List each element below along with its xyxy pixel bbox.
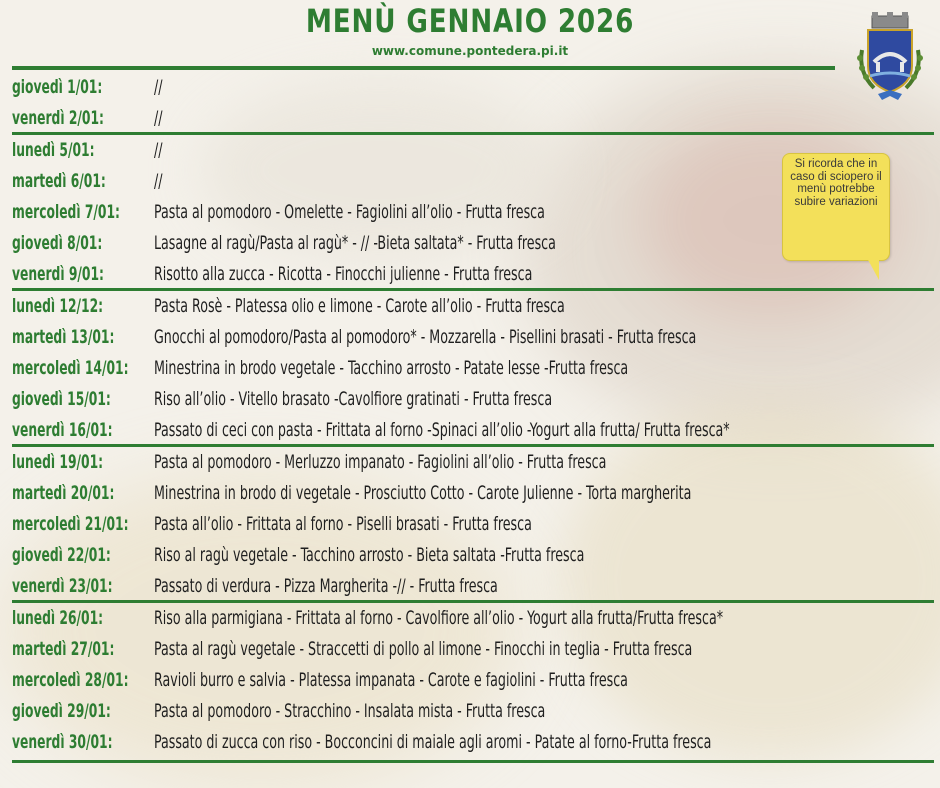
week-divider — [12, 444, 934, 447]
strike-notice-text: Si ricorda che in caso di sciopero il menù potrebbe subire variazioni — [790, 158, 882, 208]
menu-meal-text: Pasta all’olio - Frittata al forno - Piselli brasati - Frutta fresca — [154, 513, 532, 535]
menu-day-label: lunedì 26/01: — [12, 607, 104, 629]
menu-meal-text: Pasta Rosè - Platessa olio e limone - Carote all’olio - Frutta fresca — [154, 295, 565, 317]
menu-meal-text: Riso all’olio - Vitello brasato -Cavolfiore gratinati - Frutta fresca — [154, 388, 553, 410]
menu-day-label: giovedì 8/01: — [12, 232, 103, 254]
menu-day-label: giovedì 1/01: — [12, 76, 103, 98]
menu-meal-text: Pasta al pomodoro - Merluzzo impanato - Fagiolini all’olio - Frutta fresca — [154, 451, 607, 473]
menu-day-label: lunedì 19/01: — [12, 451, 104, 473]
menu-day-label: mercoledì 21/01: — [12, 513, 129, 535]
website-url: www.comune.pontedera.pi.it — [371, 44, 569, 58]
menu-day-label: mercoledì 14/01: — [12, 357, 129, 379]
menu-meal-text: Risotto alla zucca - Ricotta - Finocchi julienne - Frutta fresca — [154, 263, 533, 285]
menu-meal-text: Riso alla parmigiana - Frittata al forno - Cavolfiore all’olio - Yogurt alla frutta/Frutta fresca* — [154, 607, 724, 629]
menu-day-label: lunedì 5/01: — [12, 139, 95, 161]
week-divider — [12, 132, 934, 135]
title-divider — [12, 66, 835, 70]
menu-day-label: venerdì 9/01: — [12, 263, 104, 285]
menu-day-label: venerdì 30/01: — [12, 731, 113, 753]
week-divider — [12, 288, 934, 291]
week-divider — [12, 760, 934, 763]
menu-day-label: mercoledì 28/01: — [12, 669, 129, 691]
strike-notice-bubble — [782, 153, 890, 261]
menu-day-label: venerdì 2/01: — [12, 107, 104, 129]
menu-meal-text: Lasagne al ragù/Pasta al ragù* - // -Bieta saltata* - Frutta fresca — [154, 232, 556, 254]
menu-day-label: martedì 13/01: — [12, 326, 115, 348]
menu-meal-text: Passato di ceci con pasta - Frittata al forno -Spinaci all’olio -Yogurt alla frutta/ Frutta fresca* — [154, 419, 730, 441]
menu-day-label: giovedì 22/01: — [12, 544, 111, 566]
menu-day-label: giovedì 15/01: — [12, 388, 111, 410]
page-title: MENÙ GENNAIO 2026 — [305, 2, 635, 40]
menu-meal-text: Minestrina in brodo di vegetale - Prosciutto Cotto - Carote Julienne - Torta margherita — [154, 482, 692, 504]
menu-meal-text: // — [154, 170, 163, 192]
menu-day-label: venerdì 16/01: — [12, 419, 113, 441]
municipal-coat-of-arms-icon — [852, 10, 928, 102]
menu-day-label: martedì 6/01: — [12, 170, 106, 192]
menu-meal-text: Minestrina in brodo vegetale - Tacchino arrosto - Patate lesse -Frutta fresca — [154, 357, 629, 379]
menu-day-label: martedì 27/01: — [12, 638, 115, 660]
week-divider — [12, 600, 934, 603]
menu-meal-text: Passato di verdura - Pizza Margherita -// - Frutta fresca — [154, 575, 498, 597]
menu-meal-text: Riso al ragù vegetale - Tacchino arrosto - Bieta saltata -Frutta fresca — [154, 544, 585, 566]
menu-meal-text: Pasta al ragù vegetale - Straccetti di pollo al limone - Finocchi in teglia - Frutta fresca — [154, 638, 693, 660]
menu-meal-text: Pasta al pomodoro - Omelette - Fagiolini all’olio - Frutta fresca — [154, 201, 545, 223]
menu-day-label: venerdì 23/01: — [12, 575, 113, 597]
speech-bubble-tail — [867, 258, 879, 280]
menu-day-label: giovedì 29/01: — [12, 700, 111, 722]
menu-meal-text: Ravioli burro e salvia - Platessa impanata - Carote e fagiolini - Frutta fresca — [154, 669, 628, 691]
menu-meal-text: Passato di zucca con riso - Bocconcini di maiale agli aromi - Patate al forno-Frutta fresca — [154, 731, 712, 753]
menu-day-label: mercoledì 7/01: — [12, 201, 120, 223]
menu-meal-text: // — [154, 107, 163, 129]
menu-meal-text: Gnocchi al pomodoro/Pasta al pomodoro* - Mozzarella - Pisellini brasati - Frutta fresca — [154, 326, 697, 348]
menu-meal-text: // — [154, 139, 163, 161]
menu-meal-text: // — [154, 76, 163, 98]
menu-day-label: lunedì 12/12: — [12, 295, 104, 317]
menu-meal-text: Pasta al pomodoro - Stracchino - Insalata mista - Frutta fresca — [154, 700, 546, 722]
menu-day-label: martedì 20/01: — [12, 482, 115, 504]
